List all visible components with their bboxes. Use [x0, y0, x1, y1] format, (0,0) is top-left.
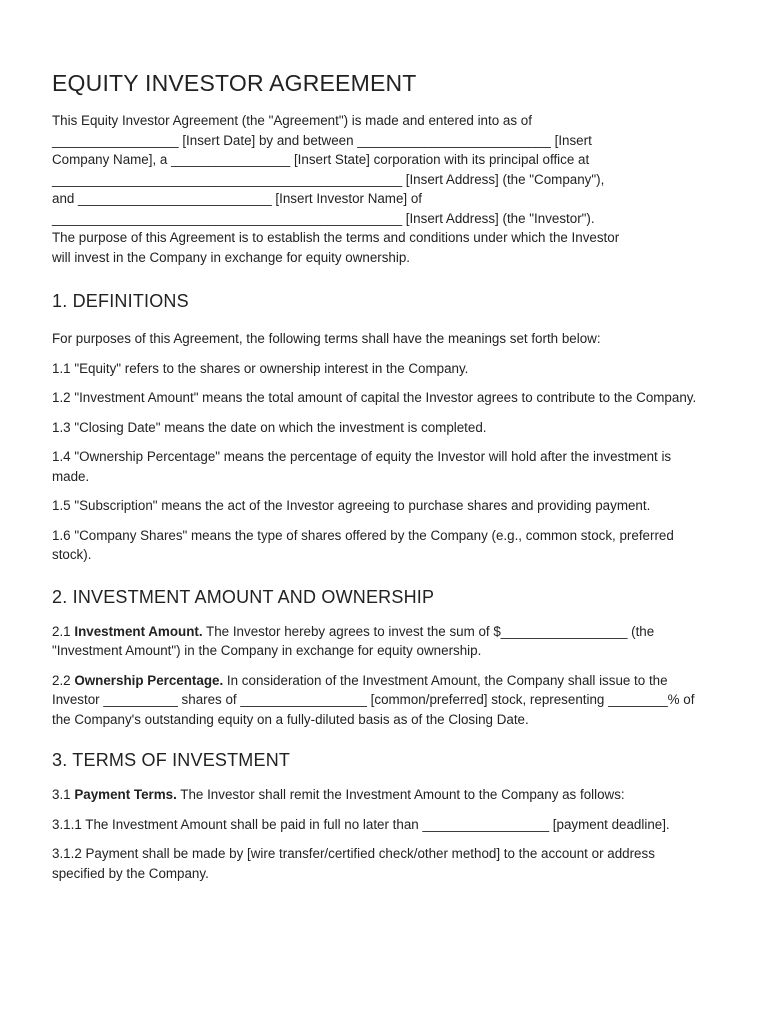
definitions-lead: For purposes of this Agreement, the following terms shall have the meanings set forth below: — [52, 331, 601, 346]
intro-line: and __________________________ [Insert Investor Name] of — [52, 191, 423, 206]
clause-2-1 — [52, 622, 710, 661]
clause-title: Investment Amount. — [74, 623, 203, 639]
clause-2-2 — [52, 671, 710, 730]
clause-text: The Investor shall remit the Investment Amount to the Company as follows: — [176, 787, 625, 802]
intro-line: _________________ [Insert Date] by and between __________________________ [Insert — [52, 132, 592, 148]
clause-number: 2.1 — [52, 623, 75, 639]
clause-3-1-1: 3.1.1 The Investment Amount shall be paid in full no later than _________________ [payment deadline]. — [52, 816, 670, 832]
clause-text: The Investor hereby agrees to invest the sum of $_________________ (the "Investment Amount") in the Company in exchange for equity ownership. — [52, 623, 655, 658]
intro-line: This Equity Investor Agreement (the "Agreement") is made and entered into as of — [52, 113, 532, 128]
clause-title: Payment Terms. — [74, 787, 177, 802]
definition-item: 1.5 "Subscription" means the act of the Investor agreeing to purchase shares and providing payment. — [52, 498, 651, 513]
clause-3-1 — [52, 785, 710, 805]
clause-text: In consideration of the Investment Amount, the Company shall issue to the Investor __________ shares of _________________ [common/preferred] stock, representing ________% of the Company's outstanding equity on a fully-diluted basis as of the Closing Date. — [52, 672, 695, 727]
clause-title: Ownership Percentage. — [74, 672, 224, 688]
intro-paragraph — [52, 111, 710, 267]
clause-number: 3.1 — [52, 787, 75, 802]
clause-number: 2.2 — [52, 672, 75, 688]
definition-item: 1.6 "Company Shares" means the type of shares offered by the Company (e.g., common stock, preferred stock). — [52, 527, 674, 562]
intro-line: _______________________________________________ [Insert Address] (the "Company"), — [52, 171, 605, 187]
section-3-heading: 3. TERMS OF INVESTMENT — [52, 750, 291, 770]
definition-item: 1.1 "Equity" refers to the shares or ownership interest in the Company. — [52, 360, 469, 376]
intro-line: _______________________________________________ [Insert Address] (the "Investor"). — [52, 210, 595, 226]
definition-item: 1.3 "Closing Date" means the date on which the investment is completed. — [52, 419, 487, 435]
definition-item: 1.4 "Ownership Percentage" means the percentage of equity the Investor will hold after the investment is made. — [52, 449, 672, 484]
intro-line: will invest in the Company in exchange for equity ownership. — [52, 249, 411, 265]
clause-3-1-2: 3.1.2 Payment shall be made by [wire transfer/certified check/other method] to the account or address specified by the Company. — [52, 846, 655, 881]
intro-line: Company Name], a ________________ [Insert State] corporation with its principal office at — [52, 152, 590, 167]
section-2-heading: 2. INVESTMENT AMOUNT AND OWNERSHIP — [52, 586, 435, 607]
intro-line: The purpose of this Agreement is to establish the terms and conditions under which the Investor — [52, 230, 620, 245]
definition-item: 1.2 "Investment Amount" means the total amount of capital the Investor agrees to contribute to the Company. — [52, 390, 697, 405]
document-title: EQUITY INVESTOR AGREEMENT — [52, 70, 417, 96]
section-1-heading: 1. DEFINITIONS — [52, 291, 189, 311]
